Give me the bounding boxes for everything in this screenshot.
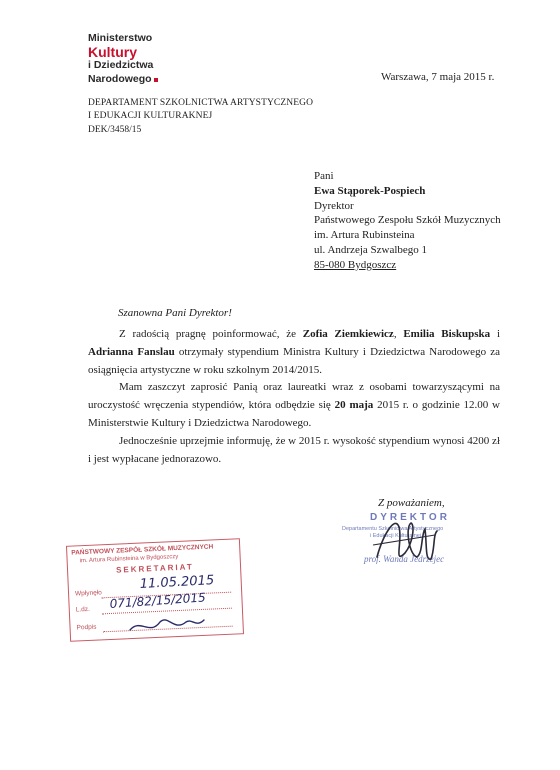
received-stamp-header-2: im. Artura Rubinsteina w Bydgoszczy (79, 553, 179, 565)
handwritten-entries (100, 562, 240, 642)
paragraph-2 (88, 378, 500, 432)
recipient-title: Pani (314, 170, 334, 182)
handwritten-date: 11.05.2015 (139, 573, 215, 592)
handwritten-signature (130, 620, 204, 630)
recipient-address (314, 169, 501, 273)
paragraph-1-text: , (393, 328, 404, 340)
received-date-label: Wpłynęło (74, 589, 102, 598)
director-signature (365, 505, 445, 575)
recipient-school-1: Państwowego Zespołu Szkół Muzycznych (314, 214, 501, 227)
director-stamp-line-2: i Edukacji Kulturalnej (370, 533, 422, 539)
signature-label: Podpis (76, 623, 97, 632)
laureate-name: Adrianna Fanslau (88, 346, 175, 358)
logo-line-3: i Dziedzictwa (88, 58, 154, 71)
received-stamp-header-3: SEKRETARIAT (115, 562, 194, 575)
department-name (88, 97, 313, 123)
letter-date: Warszawa, 7 maja 2015 r. (381, 71, 495, 83)
logo-dot (154, 78, 158, 82)
director-stamp-name: prof. Wanda Jedrzejec (364, 554, 445, 564)
ministry-logo (88, 33, 158, 86)
salutation: Szanowna Pani Dyrektor! (118, 307, 232, 319)
received-stamp-header-1: PAŃSTWOWY ZESPÓŁ SZKÓŁ MUZYCZNYCH (71, 543, 214, 557)
logo-line-1: Ministerstwo (88, 32, 153, 44)
reference-number: DEK/3458/15 (88, 125, 142, 135)
paragraph-3 (88, 432, 500, 468)
paragraph-1 (88, 325, 500, 379)
recipient-name: Ewa Stąporek-Pospiech (314, 184, 426, 197)
paragraph-1-text: i (490, 328, 500, 340)
paragraph-1-text: otrzymały stypendium Ministra Kultury i Dziedzictwa Narodowego za osiągnięcia artystyczne w roku szkolnym 2014/2015. (88, 346, 500, 376)
paragraph-1-text: Z radością pragnę poinformować, że (119, 328, 303, 340)
handwritten-number: 071/82/15/2015 (109, 590, 207, 611)
recipient-street: ul. Andrzeja Szwalbego 1 (314, 243, 428, 256)
closing-phrase: Z poważaniem, (378, 497, 445, 509)
recipient-role: Dyrektor (314, 199, 354, 212)
recipient-school-2: im. Artura Rubinsteina (314, 229, 415, 242)
laureate-name: Zofia Ziemkiewicz (302, 328, 394, 340)
department-line-1: DEPARTAMENT SZKOLNICTWA ARTYSTYCZNEGO (88, 98, 314, 108)
recipient-city: 85-080 Bydgoszcz (314, 258, 397, 271)
paragraph-2-text: Mam zaszczyt zaprosić Panią oraz laureatki wraz z osobami towarzyszącymi na uroczystość wręczenia stypendiów, która odbędzie się (88, 381, 500, 411)
director-stamp-title: DYREKTOR (370, 512, 450, 523)
logo-line-2: Kultury (88, 43, 137, 60)
director-stamp-line-1: Departamentu Szkolnictwa Artystycznego (342, 526, 444, 532)
ceremony-date: 20 maja (334, 399, 374, 411)
register-number-label: L.dz. (75, 605, 91, 614)
logo-line-4: Narodowego (88, 73, 152, 85)
department-line-2: I EDUKACJI KULTURAKNEJ (88, 111, 213, 121)
paragraph-3-text: Jednocześnie uprzejmie informuję, że w 2015 r. wysokość stypendium wynosi 4200 zł i jest wypłacane jednorazowo. (88, 435, 500, 465)
paragraph-2-text: 2015 r. o godzinie 12.00 w Ministerstwie Kultury i Dziedzictwa Narodowego. (88, 399, 501, 429)
laureate-name: Emilia Biskupska (403, 328, 491, 340)
